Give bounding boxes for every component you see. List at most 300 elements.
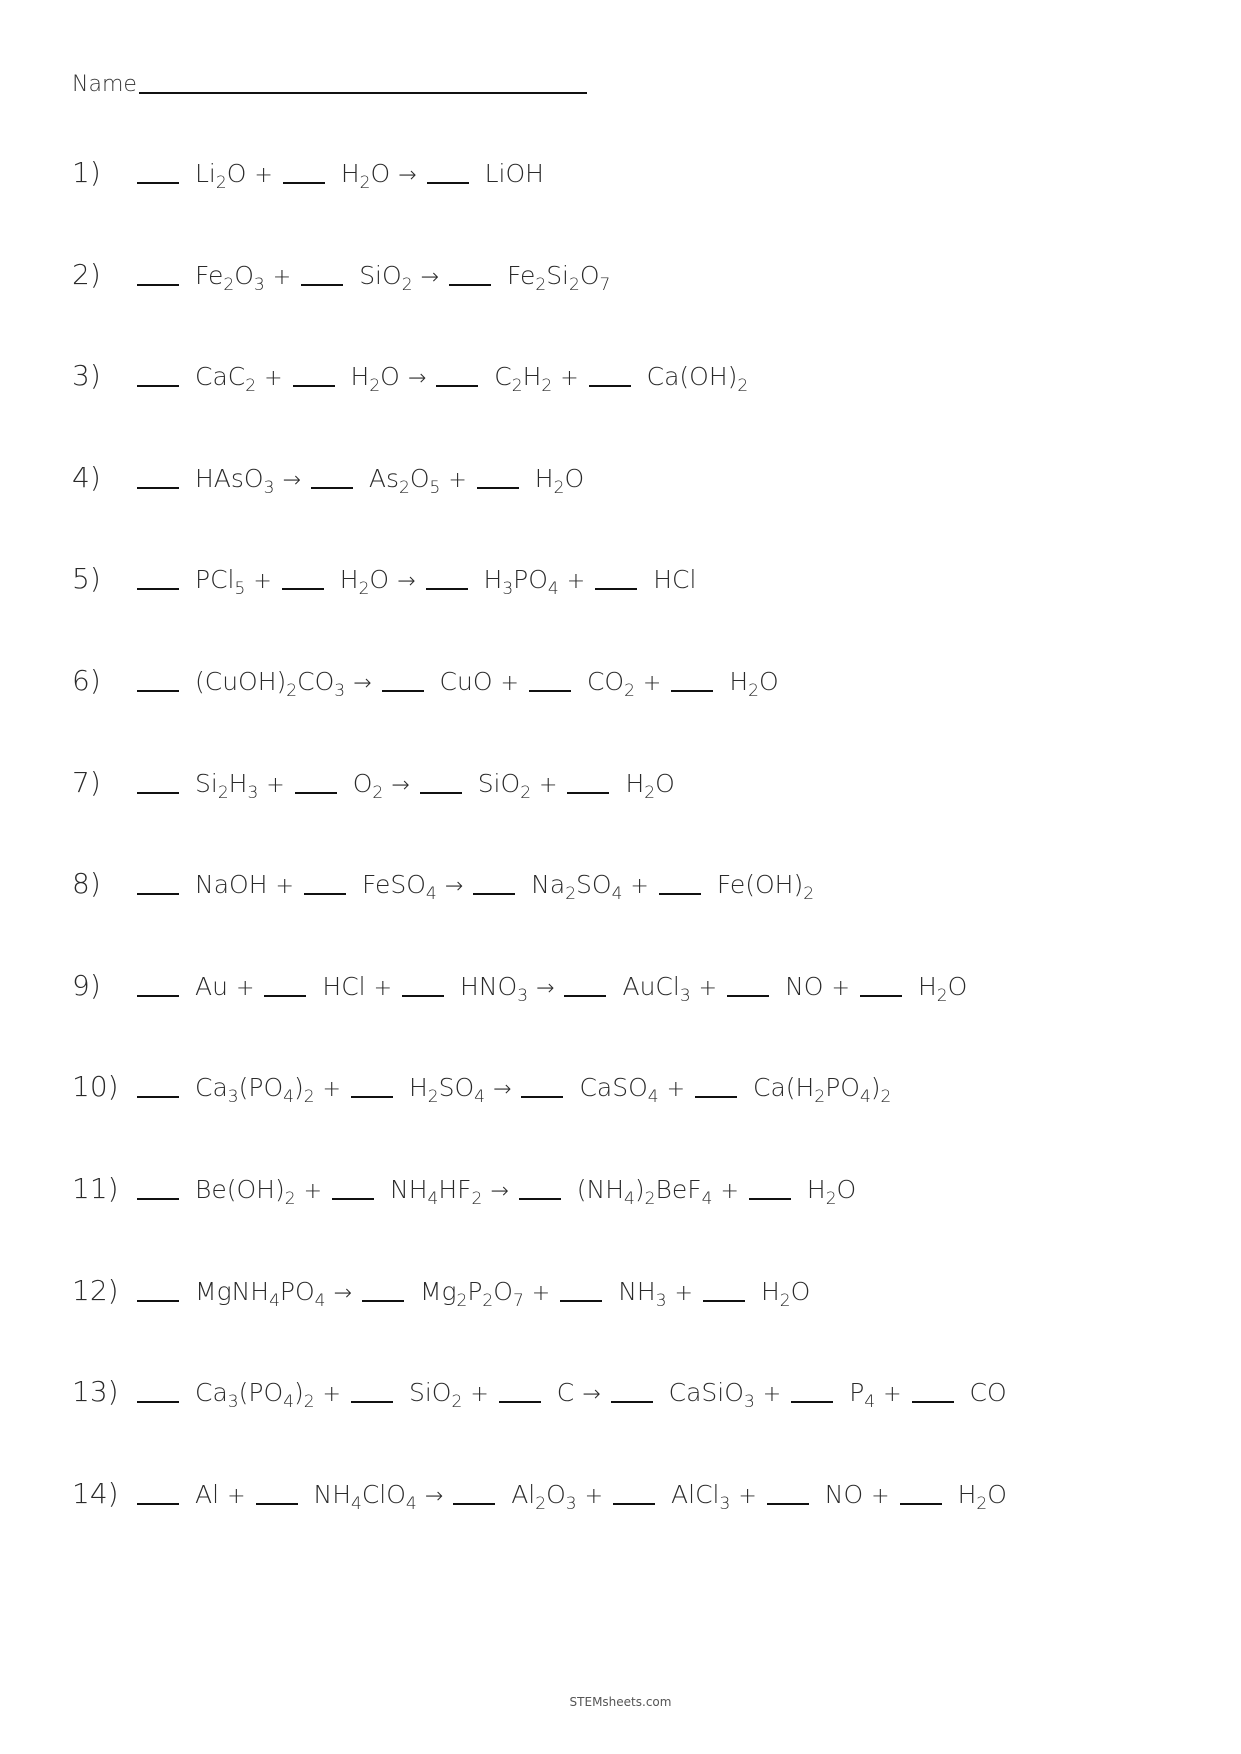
- formula: [359, 260, 413, 295]
- formula: [195, 667, 346, 701]
- coefficient-blank[interactable]: [137, 690, 179, 692]
- coefficient-blank[interactable]: [137, 182, 179, 184]
- formula-subscript: 4: [864, 1392, 876, 1413]
- formula: [483, 565, 559, 600]
- formula-text: SiO: [477, 768, 521, 798]
- reaction-arrow: →: [398, 163, 417, 188]
- coefficient-blank[interactable]: [589, 385, 631, 387]
- formula-text: H: [806, 1175, 826, 1204]
- formula-text: HCl: [653, 565, 697, 595]
- formula-subscript: 2: [644, 782, 656, 803]
- formula-text: HNO: [460, 971, 518, 1001]
- coefficient-blank[interactable]: [427, 182, 469, 184]
- problem-row: [72, 562, 696, 612]
- problem-number: 13): [72, 1375, 119, 1409]
- plus-sign: +: [275, 874, 294, 900]
- formula: [586, 667, 635, 701]
- coefficient-blank[interactable]: [767, 1503, 809, 1505]
- coefficient-blank[interactable]: [351, 1401, 393, 1403]
- reaction-arrow: →: [407, 366, 427, 392]
- formula-text: O: [947, 971, 968, 1001]
- coefficient-blank[interactable]: [137, 1300, 179, 1302]
- formula: [195, 1073, 315, 1108]
- problem-row: [72, 867, 814, 917]
- formula-text: PO: [279, 1276, 315, 1306]
- formula: [622, 971, 691, 1006]
- name-input-line[interactable]: [139, 92, 587, 94]
- formula-subscript: 3: [502, 579, 514, 600]
- formula-subscript: 4: [283, 1392, 294, 1413]
- formula-subscript: 2: [535, 274, 547, 295]
- formula-text: ClO: [361, 1479, 406, 1509]
- formula-text: FeSO: [361, 870, 426, 900]
- formula: [485, 159, 544, 188]
- formula: [531, 870, 623, 905]
- plus-sign: +: [272, 264, 292, 290]
- coefficient-blank[interactable]: [382, 690, 424, 692]
- formula-text: O: [546, 1479, 566, 1509]
- formula-text: NH: [313, 1479, 351, 1509]
- formula-text: CO: [297, 667, 335, 696]
- coefficient-blank[interactable]: [137, 284, 179, 286]
- formula-text: SO: [438, 1073, 475, 1103]
- formula-text: CO: [586, 667, 625, 696]
- formula: [322, 972, 365, 1001]
- problem-number: 3): [72, 359, 101, 393]
- coefficient-blank[interactable]: [613, 1503, 655, 1505]
- formula-text: O: [234, 260, 254, 290]
- formula-subscript: 4: [269, 1290, 280, 1311]
- formula-subscript: 4: [624, 1189, 635, 1209]
- formula-text: H: [522, 362, 542, 392]
- footer-credit: STEMsheets.com: [569, 1695, 672, 1709]
- coefficient-blank[interactable]: [420, 792, 462, 794]
- plus-sign: +: [762, 1382, 782, 1408]
- formula-text: CaC: [195, 362, 246, 392]
- problem-number: 5): [72, 562, 101, 596]
- coefficient-blank[interactable]: [137, 995, 179, 997]
- reaction-arrow: →: [582, 1382, 601, 1408]
- formula-subscript: 2: [217, 782, 229, 803]
- formula-text: (NH: [576, 1175, 625, 1204]
- coefficient-blank[interactable]: [426, 588, 468, 590]
- formula-subscript: 2: [223, 274, 235, 295]
- formula-text: MgNH: [195, 1276, 270, 1306]
- formula-text: SO: [576, 870, 612, 900]
- formula-subscript: 3: [334, 681, 346, 701]
- coefficient-blank[interactable]: [351, 1096, 393, 1098]
- formula: [785, 972, 823, 1001]
- formula: [195, 1175, 296, 1209]
- formula-text: Ca(H: [753, 1073, 815, 1103]
- problem-row: [72, 359, 748, 409]
- formula-subscript: 2: [737, 376, 749, 397]
- formula-text: H: [408, 1073, 428, 1103]
- formula: [625, 768, 675, 803]
- coefficient-blank[interactable]: [695, 1096, 737, 1098]
- formula-subscript: 2: [456, 1290, 468, 1311]
- coefficient-blank[interactable]: [304, 893, 346, 895]
- formula-subscript: 2: [511, 376, 523, 397]
- plus-sign: +: [584, 1483, 604, 1509]
- formula-subscript: 2: [286, 681, 298, 701]
- coefficient-blank[interactable]: [301, 284, 343, 286]
- problem-row: [72, 1477, 1007, 1527]
- formula-subscript: 5: [234, 579, 246, 600]
- coefficient-blank[interactable]: [293, 385, 335, 387]
- formula: [440, 667, 493, 696]
- formula-text: H: [350, 362, 370, 392]
- coefficient-blank[interactable]: [402, 995, 444, 997]
- problem-number: 11): [72, 1172, 119, 1205]
- formula-subscript: 2: [401, 274, 413, 295]
- plus-sign: +: [227, 1483, 246, 1509]
- problem-row: [72, 461, 584, 511]
- formula-subscript: 4: [474, 1087, 485, 1108]
- formula-text: O: [564, 463, 585, 493]
- formula: [653, 565, 696, 594]
- plus-sign: +: [630, 874, 649, 900]
- formula-text: O: [579, 260, 600, 290]
- formula-text: AlCl: [671, 1479, 720, 1509]
- coefficient-blank[interactable]: [137, 588, 179, 590]
- coefficient-blank[interactable]: [295, 792, 337, 794]
- coefficient-blank[interactable]: [282, 588, 324, 590]
- formula-text: Au: [195, 971, 228, 1001]
- formula-subscript: 2: [245, 376, 257, 397]
- problem-number: 10): [72, 1070, 119, 1104]
- formula-text: CaSO: [579, 1073, 648, 1103]
- formula: [534, 463, 585, 498]
- formula-text: H: [534, 463, 554, 493]
- reaction-arrow: →: [282, 467, 301, 493]
- formula-text: H: [483, 565, 503, 595]
- formula-subscript: 2: [644, 1189, 656, 1209]
- plus-sign: +: [738, 1483, 757, 1509]
- formula-subscript: 2: [303, 1392, 315, 1413]
- formula: [195, 1378, 315, 1413]
- problem-row: [72, 1172, 856, 1222]
- formula-text: C: [556, 1378, 575, 1408]
- name-field-row: [72, 72, 587, 97]
- coefficient-blank[interactable]: [595, 588, 637, 590]
- coefficient-blank[interactable]: [529, 690, 571, 692]
- coefficient-blank[interactable]: [137, 487, 179, 489]
- formula-text: O: [790, 1276, 811, 1306]
- problem-number: 12): [72, 1273, 119, 1307]
- formula-subscript: 2: [814, 1087, 826, 1108]
- formula-text: ): [293, 1073, 304, 1103]
- formula-text: HAsO: [195, 463, 264, 493]
- formula: [825, 1480, 863, 1509]
- formula-subscript: 2: [284, 1189, 296, 1209]
- formula-text: O: [759, 667, 779, 696]
- formula: [477, 768, 532, 803]
- formula-text: Fe: [195, 260, 224, 290]
- coefficient-blank[interactable]: [311, 487, 353, 489]
- formula: [195, 768, 259, 803]
- reaction-arrow: →: [353, 671, 372, 696]
- formula: [511, 1479, 577, 1514]
- coefficient-blank[interactable]: [332, 1198, 374, 1200]
- formula: [753, 1073, 892, 1108]
- formula-subscript: 2: [535, 1493, 547, 1514]
- formula: [195, 972, 228, 1001]
- reaction-arrow: →: [333, 1280, 352, 1306]
- formula-subscript: 2: [520, 782, 532, 803]
- formula-text: H: [729, 667, 749, 696]
- formula-text: O: [836, 1175, 857, 1204]
- formula-text: O: [655, 768, 675, 798]
- coefficient-blank[interactable]: [477, 487, 519, 489]
- formula-text: H: [957, 1479, 977, 1509]
- formula-subscript: 3: [263, 477, 275, 498]
- formula: [618, 1276, 667, 1311]
- formula-text: Na: [531, 870, 566, 900]
- coefficient-blank[interactable]: [137, 385, 179, 387]
- coefficient-blank[interactable]: [436, 385, 478, 387]
- formula-text: Al: [511, 1479, 536, 1509]
- formula-subscript: 5: [429, 477, 441, 498]
- plus-sign: +: [470, 1382, 489, 1408]
- formula-subscript: 2: [471, 1189, 483, 1209]
- formula-text: (PO: [238, 1073, 284, 1103]
- formula: [339, 565, 390, 600]
- formula-text: P: [849, 1378, 865, 1408]
- formula-text: NO: [824, 1479, 864, 1509]
- plus-sign: +: [322, 1077, 341, 1103]
- coefficient-blank[interactable]: [519, 1198, 561, 1200]
- formula-subscript: 2: [451, 1392, 463, 1413]
- formula: [390, 1175, 483, 1209]
- formula-text: Ca: [195, 1073, 228, 1103]
- problem-number: 6): [72, 664, 101, 697]
- formula-subscript: 2: [553, 477, 565, 498]
- coefficient-blank[interactable]: [659, 893, 701, 895]
- problem-row: [72, 156, 544, 206]
- formula-subscript: 2: [748, 681, 759, 701]
- formula-subscript: 2: [369, 376, 381, 397]
- formula-subscript: 2: [372, 782, 384, 803]
- formula: [917, 971, 968, 1006]
- coefficient-blank[interactable]: [137, 1096, 179, 1098]
- formula: [646, 362, 749, 397]
- formula-text: PCl: [195, 565, 235, 595]
- formula: [195, 565, 246, 600]
- formula-subscript: 3: [227, 1392, 239, 1413]
- coefficient-blank[interactable]: [900, 1503, 942, 1505]
- formula-text: O: [493, 1276, 513, 1306]
- formula-text: Be(OH): [195, 1175, 285, 1204]
- formula-subscript: 7: [599, 274, 611, 295]
- coefficient-blank[interactable]: [521, 1096, 563, 1098]
- formula-text: ): [870, 1073, 881, 1103]
- formula-text: H: [340, 159, 360, 188]
- reaction-arrow: →: [490, 1179, 509, 1204]
- formula-subscript: 2: [569, 274, 580, 295]
- coefficient-blank[interactable]: [264, 995, 306, 997]
- formula-subscript: 2: [541, 376, 553, 397]
- formula-text: HF: [438, 1175, 472, 1204]
- formula: [576, 1175, 713, 1209]
- coefficient-blank[interactable]: [137, 893, 179, 895]
- coefficient-blank[interactable]: [137, 1401, 179, 1403]
- formula-subscript: 2: [803, 884, 815, 905]
- plus-sign: +: [531, 1280, 551, 1306]
- formula-text: ): [634, 1175, 645, 1204]
- formula-subscript: 3: [227, 1087, 239, 1108]
- problem-number: 2): [72, 257, 101, 291]
- formula-subscript: 4: [547, 579, 559, 600]
- problem-row: [72, 969, 967, 1019]
- coefficient-blank[interactable]: [137, 792, 179, 794]
- formula-text: H: [228, 768, 248, 798]
- name-label: Name: [72, 72, 137, 97]
- coefficient-blank[interactable]: [137, 1503, 179, 1505]
- formula-text: C: [494, 362, 512, 392]
- problem-row: [72, 1375, 1007, 1425]
- formula-subscript: 2: [427, 1087, 439, 1108]
- formula: [957, 1479, 1007, 1514]
- plus-sign: +: [373, 975, 393, 1001]
- formula-text: CO: [969, 1378, 1007, 1408]
- formula-subscript: 2: [825, 1189, 837, 1209]
- reaction-arrow: →: [397, 569, 416, 595]
- formula-subscript: 3: [679, 985, 691, 1006]
- coefficient-blank[interactable]: [560, 1300, 602, 1302]
- formula: [671, 1479, 731, 1514]
- formula-subscript: 3: [565, 1493, 577, 1514]
- coefficient-blank[interactable]: [749, 1198, 791, 1200]
- formula-text: O: [987, 1479, 1007, 1509]
- formula-text: Li: [195, 159, 216, 188]
- coefficient-blank[interactable]: [137, 1198, 179, 1200]
- formula-subscript: 4: [425, 884, 437, 905]
- formula-text: P: [467, 1276, 483, 1306]
- formula-text: O: [380, 362, 400, 392]
- formula-text: PO: [825, 1073, 860, 1103]
- formula-text: NH: [390, 1175, 428, 1204]
- coefficient-blank[interactable]: [671, 690, 713, 692]
- formula: [195, 159, 247, 193]
- formula-text: H: [917, 971, 937, 1001]
- formula-text: Fe: [506, 260, 536, 290]
- formula-text: ): [293, 1378, 304, 1408]
- coefficient-blank[interactable]: [453, 1503, 495, 1505]
- plus-sign: +: [698, 975, 718, 1001]
- coefficient-blank[interactable]: [567, 792, 609, 794]
- plus-sign: +: [871, 1483, 890, 1509]
- formula-subscript: 4: [611, 884, 623, 905]
- formula-text: BeF: [655, 1175, 702, 1204]
- formula: [806, 1175, 857, 1209]
- formula-subscript: 4: [351, 1493, 362, 1514]
- formula-text: NH: [618, 1276, 656, 1306]
- plus-sign: +: [253, 569, 272, 595]
- coefficient-blank[interactable]: [611, 1401, 653, 1403]
- plus-sign: +: [539, 772, 558, 798]
- coefficient-blank[interactable]: [860, 995, 902, 997]
- formula-subscript: 3: [247, 782, 259, 803]
- formula-subscript: 2: [779, 1290, 791, 1311]
- formula-text: (CuOH): [195, 667, 287, 696]
- formula-text: Ca(OH): [646, 362, 738, 392]
- coefficient-blank[interactable]: [473, 893, 515, 895]
- formula-text: CuO: [439, 667, 493, 696]
- formula: [494, 362, 553, 397]
- formula-text: O: [226, 159, 247, 188]
- formula: [716, 870, 815, 905]
- problem-row: [72, 664, 779, 714]
- formula-text: SiO: [359, 260, 402, 290]
- reaction-arrow: →: [420, 264, 439, 290]
- formula-text: CaSiO: [668, 1378, 744, 1408]
- formula: [970, 1378, 1007, 1407]
- coefficient-blank[interactable]: [362, 1300, 404, 1302]
- formula-subscript: 2: [359, 173, 371, 193]
- plus-sign: +: [566, 569, 586, 595]
- formula-text: Ca: [195, 1378, 228, 1408]
- plus-sign: +: [266, 772, 285, 798]
- formula-text: O: [369, 565, 390, 595]
- formula-text: Si: [195, 768, 218, 798]
- formula: [195, 1276, 326, 1311]
- plus-sign: +: [560, 366, 579, 392]
- formula: [849, 1378, 876, 1413]
- coefficient-blank[interactable]: [791, 1401, 833, 1403]
- formula: [313, 1479, 417, 1514]
- formula-subscript: 2: [565, 884, 577, 905]
- formula: [419, 1276, 524, 1311]
- coefficient-blank[interactable]: [912, 1401, 954, 1403]
- formula: [760, 1276, 811, 1311]
- formula-subscript: 3: [719, 1493, 731, 1514]
- coefficient-blank[interactable]: [564, 995, 606, 997]
- formula-text: NO: [785, 971, 824, 1001]
- formula-subscript: 4: [701, 1189, 713, 1209]
- problem-number: 9): [72, 968, 101, 1002]
- plus-sign: +: [322, 1382, 341, 1408]
- plus-sign: +: [264, 366, 283, 392]
- formula: [340, 159, 391, 193]
- plus-sign: +: [883, 1382, 902, 1408]
- formula-text: NaOH: [195, 870, 268, 900]
- plus-sign: +: [720, 1179, 739, 1204]
- formula: [557, 1378, 574, 1407]
- formula-subscript: 3: [655, 1290, 667, 1311]
- plus-sign: +: [674, 1280, 693, 1306]
- formula: [195, 1480, 219, 1509]
- problem-row: [72, 766, 675, 816]
- formula-text: H: [339, 565, 359, 595]
- problem-row: [72, 1274, 810, 1324]
- formula: [460, 971, 529, 1006]
- coefficient-blank[interactable]: [449, 284, 491, 286]
- formula: [668, 1378, 755, 1413]
- formula-subscript: 2: [399, 477, 410, 498]
- coefficient-blank[interactable]: [283, 182, 325, 184]
- coefficient-blank[interactable]: [256, 1503, 298, 1505]
- formula-subscript: 2: [976, 1493, 988, 1514]
- coefficient-blank[interactable]: [703, 1300, 745, 1302]
- formula: [408, 1378, 463, 1413]
- formula-subscript: 4: [427, 1189, 439, 1209]
- coefficient-blank[interactable]: [727, 995, 769, 997]
- reaction-arrow: →: [444, 874, 464, 900]
- coefficient-blank[interactable]: [499, 1401, 541, 1403]
- reaction-arrow: →: [493, 1077, 512, 1103]
- formula-text: AuCl: [622, 971, 680, 1001]
